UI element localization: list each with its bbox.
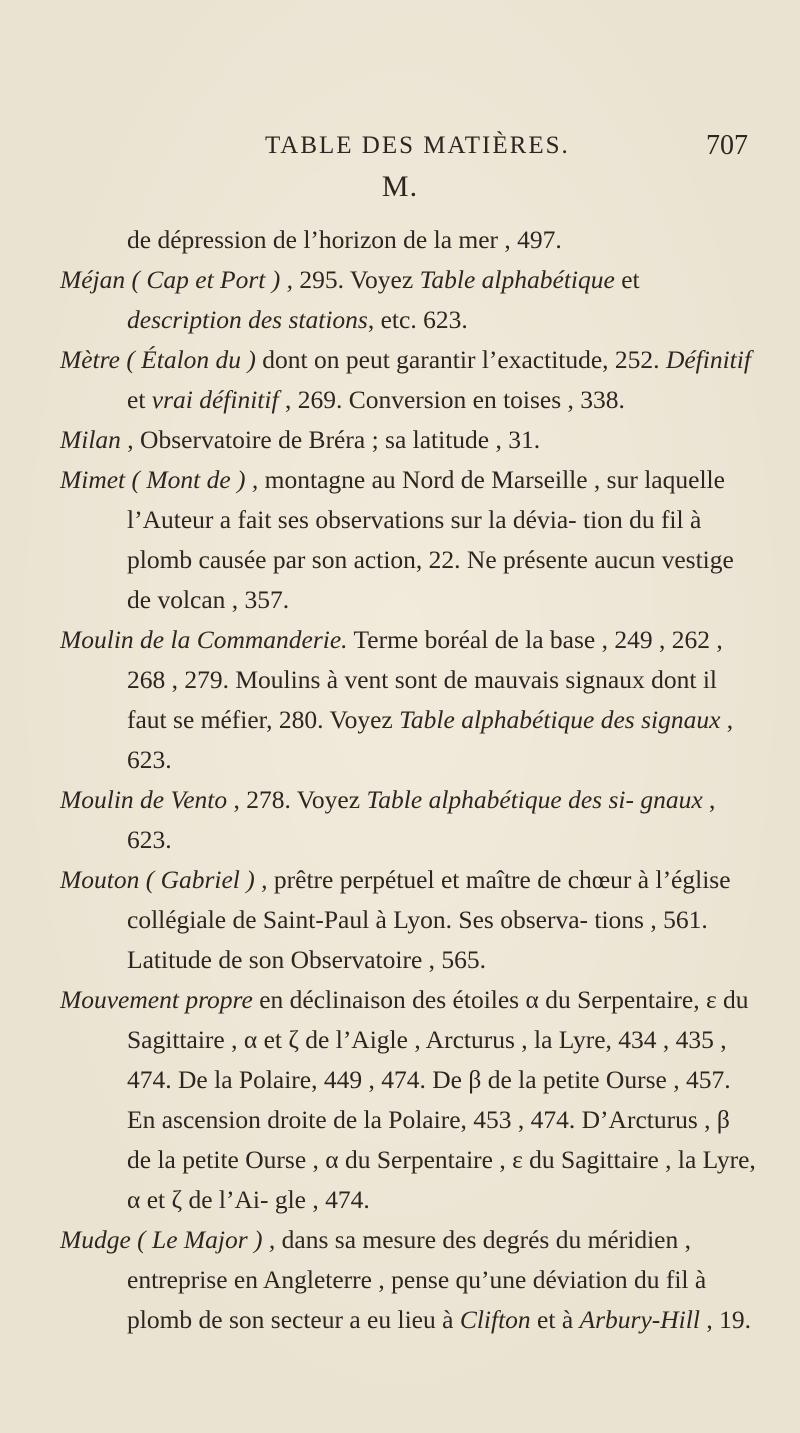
entry-text: dont on peut garantir l’exactitude, 252. <box>255 345 666 374</box>
entry-italic-text: Mouton ( Gabriel ) , <box>60 865 268 894</box>
entry-italic-text: Table alphabétique des si- gnaux <box>366 785 703 814</box>
letter-heading: M. <box>381 170 419 203</box>
entry-text: et à <box>530 1305 580 1334</box>
entry-italic-text: description des stations <box>127 305 368 334</box>
index-entry <box>60 980 760 1220</box>
entry-text: , 278. Voyez <box>227 785 367 814</box>
index-entry <box>60 220 760 260</box>
entry-italic-text: Définitif <box>665 345 751 374</box>
index-entry <box>60 780 760 860</box>
index-entry <box>60 620 760 780</box>
entry-text: , 19. <box>699 1305 751 1334</box>
entry-text: 295. Voyez <box>293 265 420 294</box>
entry-text: prêtre perpétuel et maître de chœur à l’église collégiale de Saint-Paul à Lyon. Ses observa- tions , 561. Latitude de son Observatoire , 565. <box>127 865 731 974</box>
entry-text: , 269. Conversion en toises , 338. <box>278 385 625 414</box>
entry-italic-text: Moulin de Vento <box>60 785 228 814</box>
entry-italic-text: Méjan ( Cap et Port ) , <box>60 265 293 294</box>
entry-text: , Observatoire de Bréra ; sa latitude , 31. <box>120 425 541 454</box>
entry-text: Terme boréal de la base , 249 , 262 , 268 , 279. Moulins à vent sont de mauvais signaux dont il faut se méfier, 280. Voyez <box>127 625 723 734</box>
entry-text: et <box>127 385 152 414</box>
index-entry <box>60 1220 760 1340</box>
entry-text: de dépression de l’horizon de la mer , 497. <box>127 225 562 254</box>
entry-italic-text: Moulin de la Commanderie. <box>60 625 348 654</box>
entry-text: en déclinaison des étoiles α du Serpentaire, ε du Sagittaire , α et ζ de l’Aigle , Arcturus , la Lyre, 434 , 435 , 474. De la Polaire, 449 , 474. De β de la petite Ourse , 457. En ascension droite de la Polaire, 453 , 474. D’Arcturus , β de la petite Ourse , α du Serpentaire , ε du Sagittaire , la Lyre, α et ζ de l’Ai- gle , 474. <box>127 985 756 1214</box>
entry-text: , 623. <box>127 705 734 774</box>
entry-italic-text: Mudge ( Le Major ) , <box>60 1225 276 1254</box>
entry-italic-text: Mètre ( Étalon du ) <box>60 345 256 374</box>
entry-italic-text: Milan <box>60 425 121 454</box>
entry-text: montagne au Nord de Marseille , sur laquelle l’Auteur a fait ses observations sur la dévia- tion du fil à plomb causée par son action, 22. Ne présente aucun vestige de volcan , 357. <box>127 465 734 614</box>
entry-italic-text: Table alphabétique <box>419 265 615 294</box>
entry-text: dans sa mesure des degrés du méridien , entreprise en Angleterre , pense qu’une déviation du fil à plomb de son secteur a eu lieu à <box>127 1225 707 1334</box>
entry-text: , etc. 623. <box>367 305 468 334</box>
entry-italic-text: Mouvement propre <box>60 985 253 1014</box>
entry-italic-text: Arbury-Hill <box>579 1305 700 1334</box>
entry-italic-text: Table alphabétique des signaux <box>399 705 721 734</box>
entry-text: et <box>614 265 640 294</box>
index-entry <box>60 260 760 340</box>
index-entry <box>60 420 760 460</box>
index-entry <box>60 860 760 980</box>
entry-italic-text: Mimet ( Mont de ) , <box>60 465 259 494</box>
entry-text: , 623. <box>127 785 716 854</box>
entry-italic-text: vrai définitif <box>151 385 279 414</box>
running-title: TABLE DES MATIÈRES. <box>265 132 570 159</box>
index-entry <box>60 460 760 620</box>
index-entries <box>60 220 760 1340</box>
entry-italic-text: Clifton <box>459 1305 531 1334</box>
page-header <box>0 128 800 168</box>
index-entry <box>60 340 760 420</box>
page-number: 707 <box>706 130 748 161</box>
